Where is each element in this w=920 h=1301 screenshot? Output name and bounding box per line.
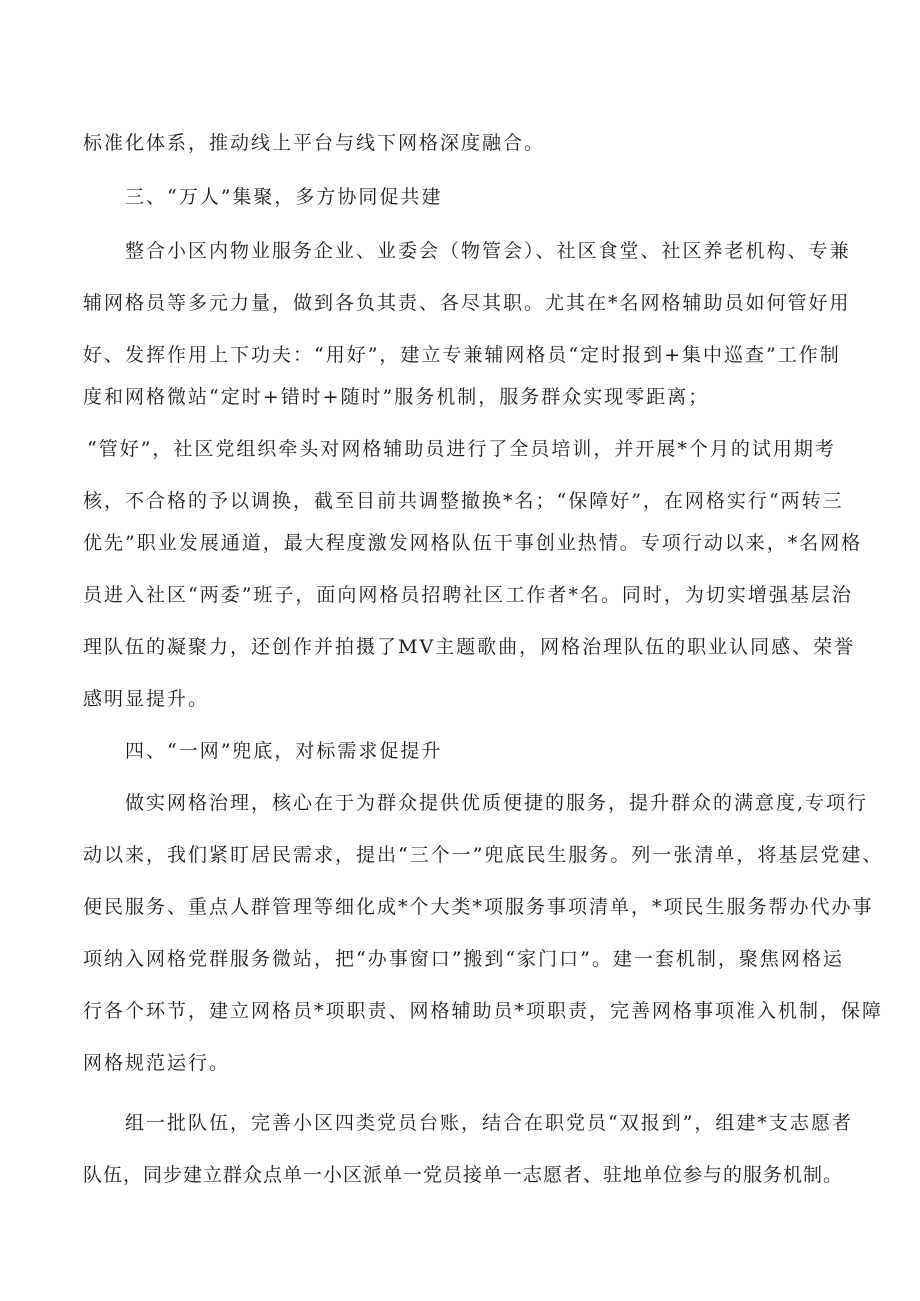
text-line: 项纳入网格党群服务微站，把“办事窗口”搬到“家门口”。建一套机制，聚焦网格运 (83, 948, 844, 970)
text-line: 组一批队伍，完善小区四类党员台账，结合在职党员“双报到”，组建*支志愿者 (125, 1112, 853, 1134)
text-line: 整合小区内物业服务企业、业委会（物管会）、社区食堂、社区养老机构、专兼 (125, 240, 851, 262)
text-line: “管好”，社区党组织牵头对网格辅助员进行了全员培训，并开展*个月的试用期考 (87, 438, 836, 460)
text-line: 辅网格员等多元力量，做到各负其责、各尽其职。尤其在*名网格辅助员如何管好用 (83, 292, 851, 314)
text-line: 好、发挥作用上下功夫：“用好”，建立专兼辅网格员“定时报到+集中巡查”工作制 (83, 344, 841, 366)
text-line: 网格规范运行。 (83, 1052, 231, 1074)
text-line: 便民服务、重点人群管理等细化成*个大类*项服务事项清单，*项民生服务帮办代办事 (83, 896, 874, 918)
text-line: 核，不合格的予以调换，截至目前共调整撤换*名；“保障好”，在网格实行“两转三 (83, 490, 844, 512)
text-line: 队伍，同步建立群众点单一小区派单一党员接单一志愿者、驻地单位参与的服务机制。 (83, 1164, 844, 1186)
text-line: 标准化体系，推动线上平台与线下网格深度融合。 (83, 132, 546, 154)
text-line: 优先”职业发展通道，最大程度激发网格队伍干事创业热情。专项行动以来，*名网格 (83, 532, 863, 554)
section-heading: 四、“一网”兜底，对标需求促提升 (125, 740, 443, 762)
text-line: 感明显提升。 (83, 688, 210, 710)
text-line: 度和网格微站“定时+错时+随时”服务机制，服务群众实现零距离； (83, 386, 710, 408)
section-heading: 三、“万人”集聚，多方协同促共建 (125, 186, 443, 208)
text-line: 做实网格治理，核心在于为群众提供优质便捷的服务，提升群众的满意度,专项行 (125, 792, 869, 814)
text-line: 动以来，我们紧盯居民需求，提出“三个一”兜底民生服务。列一张清单，将基层党建、 (83, 844, 884, 866)
text-line: 行各个环节，建立网格员*项职责、网格辅助员*项职责，完善网格事项准入机制，保障 (83, 1000, 884, 1022)
text-line: 理队伍的凝聚力，还创作并拍摄了MV主题歌曲，网格治理队伍的职业认同感、荣誉 (83, 636, 856, 658)
text-line: 员进入社区“两委”班子，面向网格员招聘社区工作者*名。同时，为切实增强基层治 (83, 584, 853, 606)
